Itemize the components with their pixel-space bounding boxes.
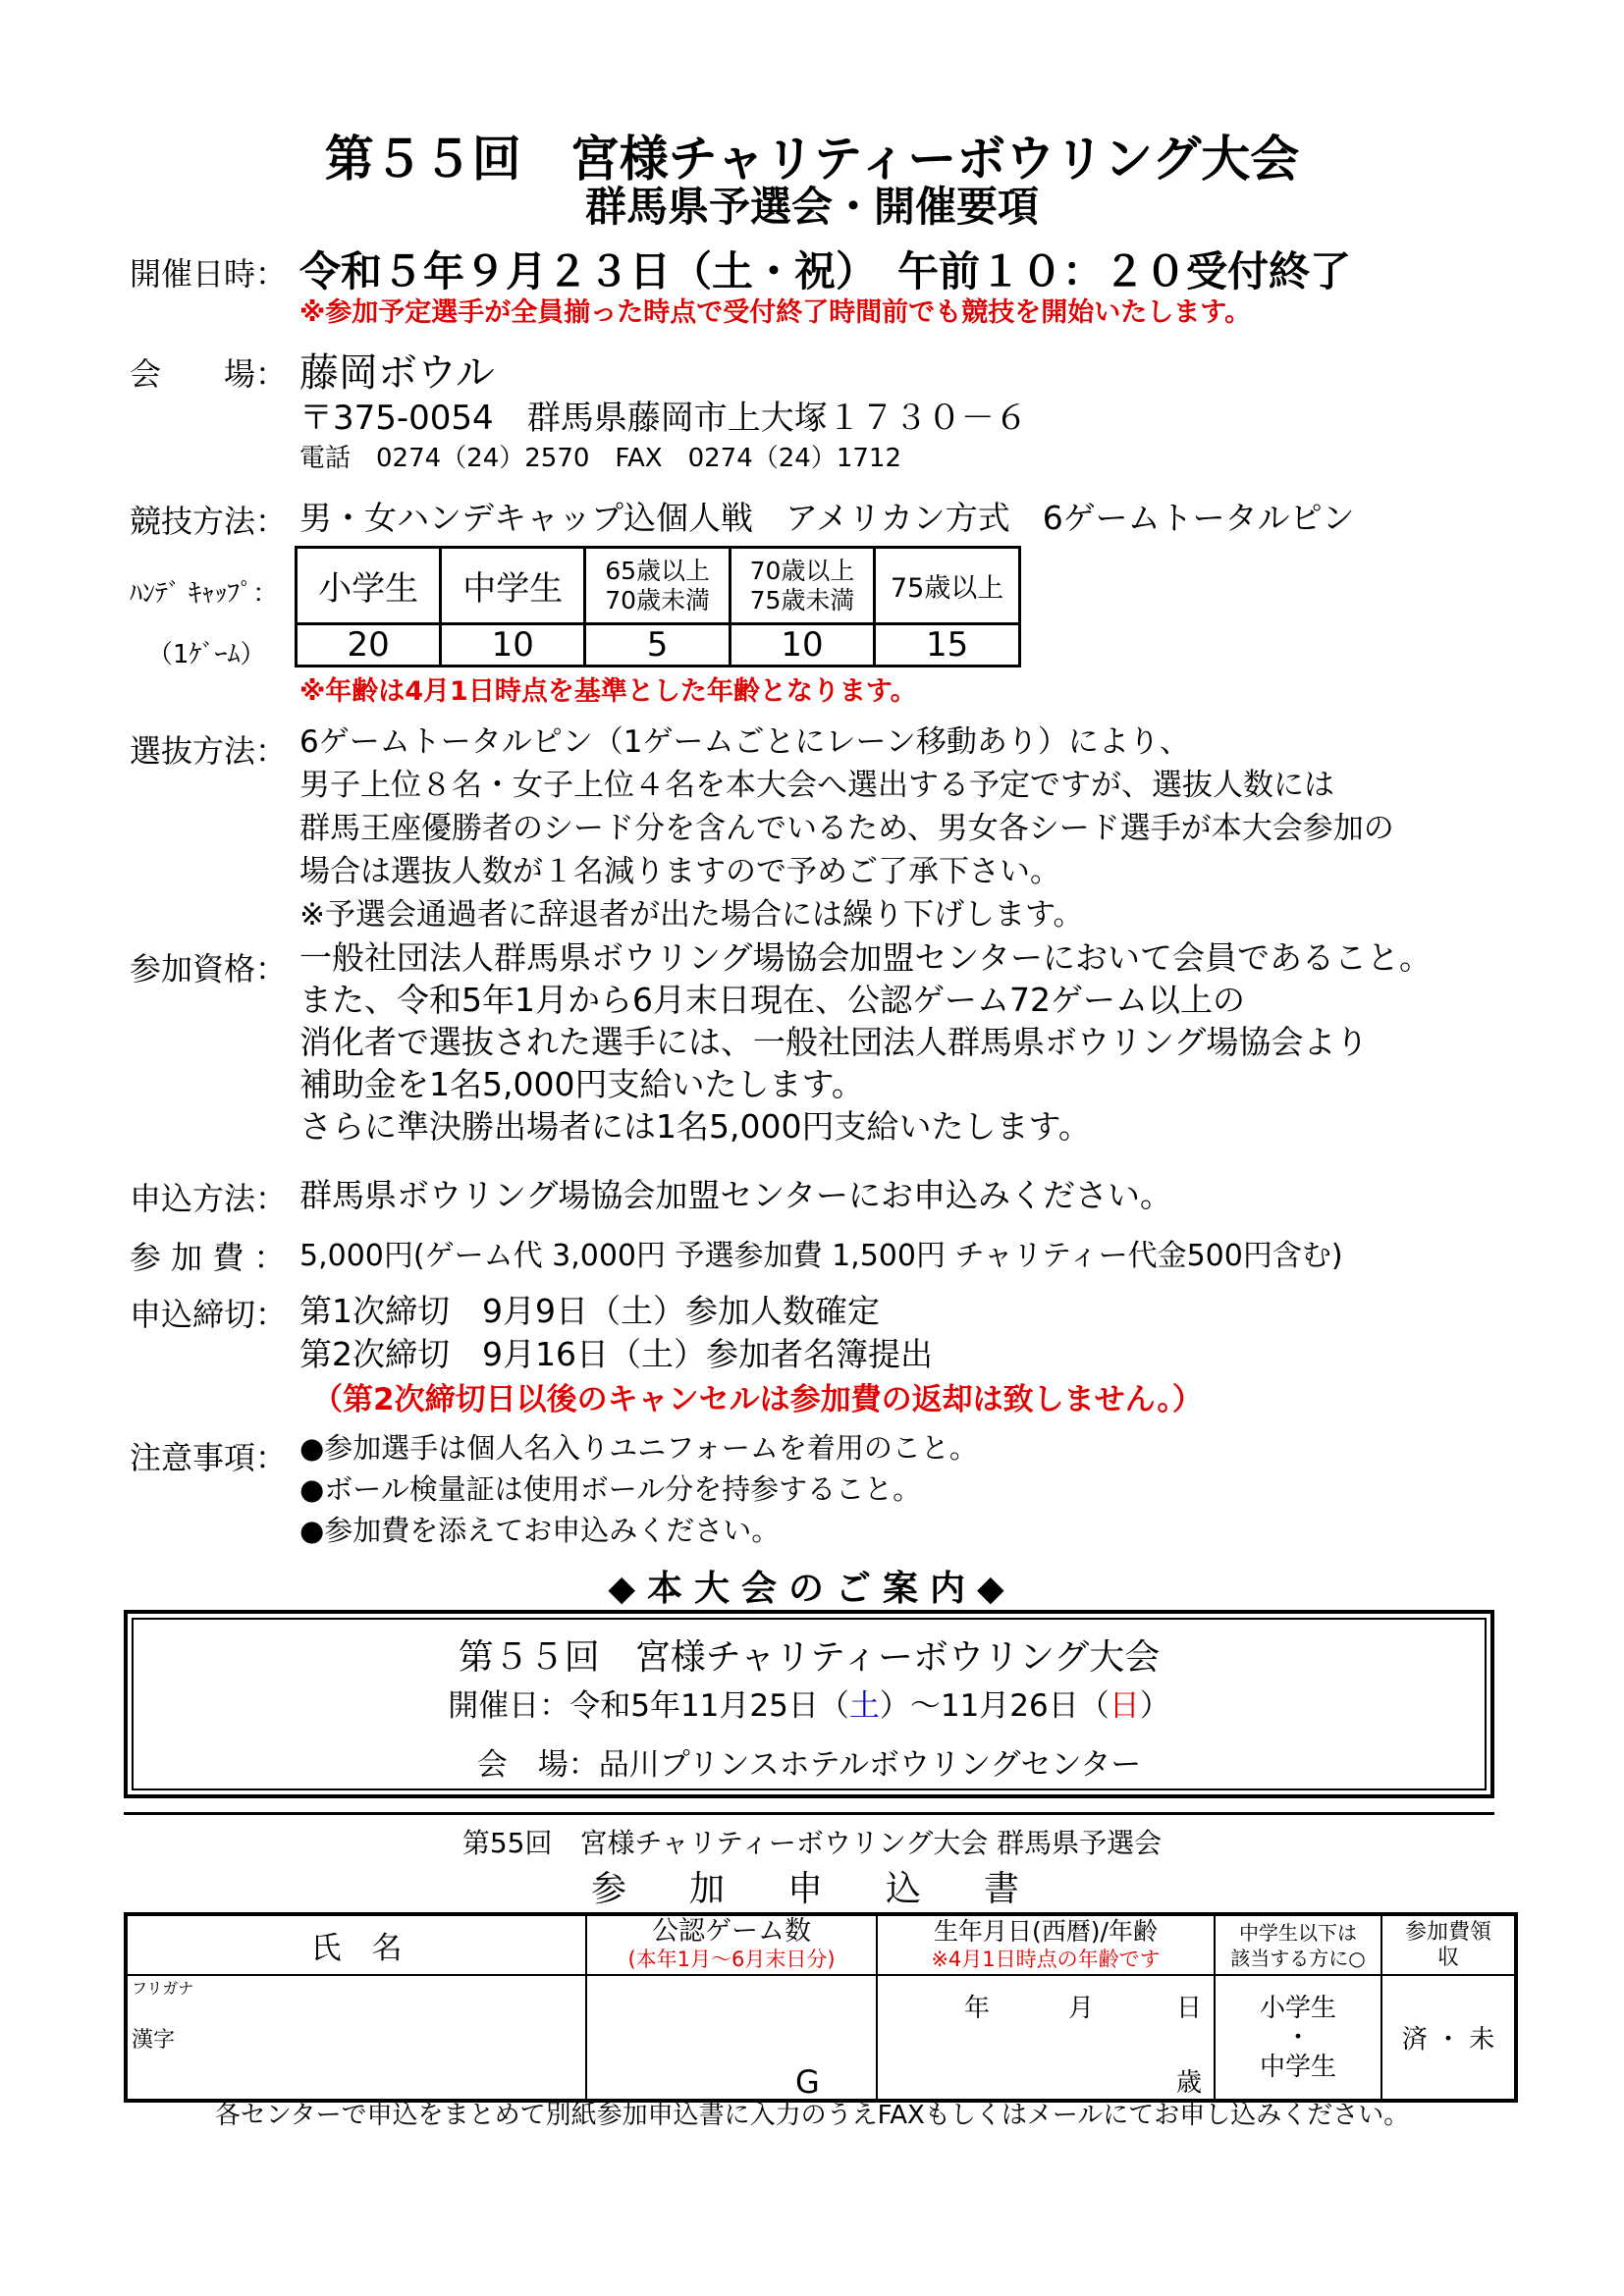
- col-student: 中学生以下は 該当する方に○: [1215, 1914, 1381, 1975]
- handicap-value: 10: [441, 624, 585, 667]
- handicap-value: 15: [875, 624, 1020, 667]
- apply-method-value: 群馬県ボウリング場協会加盟センターにお申込みください。: [299, 1176, 1173, 1214]
- handicap-table: [295, 546, 1021, 667]
- fee-label: 参 加 費 ：: [130, 1239, 286, 1276]
- date-label: 開催日時：: [130, 255, 288, 293]
- method-value: 男・女ハンデキャップ込個人戦 アメリカン方式 6ゲームトータルピン: [299, 499, 1355, 537]
- handicap-header: 70歳以上 75歳未満: [730, 548, 874, 624]
- form-title: 参 加 申 込 書: [590, 1869, 1033, 1909]
- sunday-marker: 日: [1109, 1688, 1140, 1724]
- notes-item: ●ボール検量証は使用ボール分を持参すること。: [299, 1472, 922, 1506]
- method-label: 競技方法：: [130, 503, 288, 540]
- kanji-label: 漢字: [132, 2028, 176, 2053]
- student-field[interactable]: 小学生 ・ 中学生: [1215, 1975, 1381, 2101]
- col-fee: 参加費領 収: [1381, 1914, 1516, 1975]
- application-table: [124, 1912, 1518, 2103]
- games-unit: G: [795, 2063, 820, 2101]
- handicap-header: 中学生: [441, 548, 585, 624]
- main-event-title: 第５５回 宮様チャリティーボウリング大会: [458, 1637, 1161, 1678]
- form-footer: 各センターで申込をまとめて別紙参加申込書に入力のうえFAXもしくはメールにてお申し込みください。: [214, 2101, 1410, 2130]
- deadline-note: （第2次締切日以後のキャンセルは参加費の返却は致しません。）: [312, 1382, 1203, 1417]
- notes-item: ●参加選手は個人名入りユニフォームを着用のこと。: [299, 1431, 978, 1465]
- page-title: 第５５回 宮様チャリティーボウリング大会: [324, 131, 1300, 187]
- form-subtitle: 第55回 宮様チャリティーボウリング大会 群馬県予選会: [461, 1827, 1163, 1859]
- birth-year: 年: [964, 1994, 991, 2023]
- handicap-value: 5: [585, 624, 730, 667]
- eligibility-text: 一般社団法人群馬県ボウリング場協会加盟センターにおいて会員であること。 また、令和5年1月から6月末日現在、公認ゲーム72ゲーム以上の 消化者で選抜された選手には、一般社団法人群馬県ボウリング場協会より 補助金を1名5,000円支給いたします。 さらに準決勝出場者には1名5,000円支給いたします。: [299, 938, 1433, 1146]
- birth-day: 日: [1176, 1994, 1203, 2023]
- name-field[interactable]: [126, 1975, 586, 2101]
- apply-method-label: 申込方法：: [130, 1180, 288, 1217]
- handicap-header: 65歳以上 70歳未満: [585, 548, 730, 624]
- handicap-header: 小学生: [297, 548, 441, 624]
- birth-field[interactable]: [877, 1975, 1215, 2101]
- venue-name: 藤岡ボウル: [299, 350, 495, 396]
- col-birth: 生年月日(西暦)/年齢 ※4月1日時点の年齢です: [877, 1914, 1215, 1975]
- main-event-heading: ◆本大会のご案内◆: [608, 1569, 1016, 1609]
- eligibility-label: 参加資格：: [130, 950, 288, 988]
- date-note: ※参加予定選手が全員揃った時点で受付終了時間前でも競技を開始いたします。: [299, 297, 1252, 328]
- venue-label: 会 場：: [130, 355, 288, 393]
- handicap-value: 10: [730, 624, 874, 667]
- handicap-label: ﾊﾝﾃﾞ ｷｬｯﾌﾟ：: [130, 579, 279, 609]
- col-games: 公認ゲーム数 (本年1月～6月末日分): [586, 1914, 877, 1975]
- elementary-option[interactable]: 小学生: [1259, 1993, 1336, 2023]
- fee-value: 5,000円(ゲーム代 3,000円 予選参加費 1,500円 チャリティー代金500円含む): [299, 1239, 1343, 1273]
- main-event-venue: 会 場：品川プリンスホテルボウリングセンター: [476, 1747, 1142, 1783]
- age-unit: 歳: [1176, 2068, 1203, 2098]
- handicap-note: ※年齢は4月1日時点を基準とした年齢となります。: [299, 676, 917, 707]
- col-name: 氏 名: [126, 1914, 586, 1975]
- handicap-sublabel: （1ｹﾞｰﾑ）: [147, 640, 266, 669]
- main-event-date: 開催日：令和5年11月25日（土）～11月26日（日）: [448, 1688, 1170, 1724]
- handicap-value: 20: [297, 624, 441, 667]
- notes-item: ●参加費を添えてお申込みください。: [299, 1514, 781, 1547]
- handicap-header: 75歳以上: [875, 548, 1020, 624]
- furigana-label: フリガナ: [132, 1979, 194, 1998]
- notes-list: [299, 1427, 978, 1551]
- selection-text: 6ゲームトータルピン（1ゲームごとにレーン移動あり）により、 男子上位８名・女子上位４名を本大会へ選出する予定ですが、選抜人数には 群馬王座優勝者のシード分を含んでいるため、男女各シード選手が本大会参加の 場合は選抜人数が１名減りますので予めご了承下さい。 ※予選会通過者に辞退者が出た場合には繰り下げします。: [299, 724, 1394, 933]
- deadline-line1: 第1次締切 9月9日（土）参加人数確定: [299, 1292, 880, 1330]
- section-divider: [124, 1812, 1494, 1815]
- page-subtitle: 群馬県予選会・開催要項: [584, 183, 1039, 231]
- fee-status-field[interactable]: 済 ・ 未: [1381, 1975, 1516, 2101]
- junior-option[interactable]: 中学生: [1259, 2052, 1336, 2082]
- date-value: 令和５年９月２３日（土・祝） 午前１０：２０受付終了: [299, 247, 1352, 295]
- venue-phone: 電話 0274（24）2570 FAX 0274（24）1712: [299, 444, 902, 473]
- deadline-label: 申込締切：: [130, 1296, 288, 1333]
- notes-label: 注意事項：: [130, 1439, 288, 1476]
- birth-month: 月: [1068, 1994, 1095, 2023]
- venue-address: 〒375-0054 群馬県藤岡市上大塚１７３０－６: [299, 399, 1028, 438]
- deadline-line2: 第2次締切 9月16日（土）参加者名簿提出: [299, 1335, 933, 1373]
- selection-label: 選抜方法：: [130, 732, 288, 770]
- games-field[interactable]: [586, 1975, 877, 2101]
- saturday-marker: 土: [848, 1688, 880, 1724]
